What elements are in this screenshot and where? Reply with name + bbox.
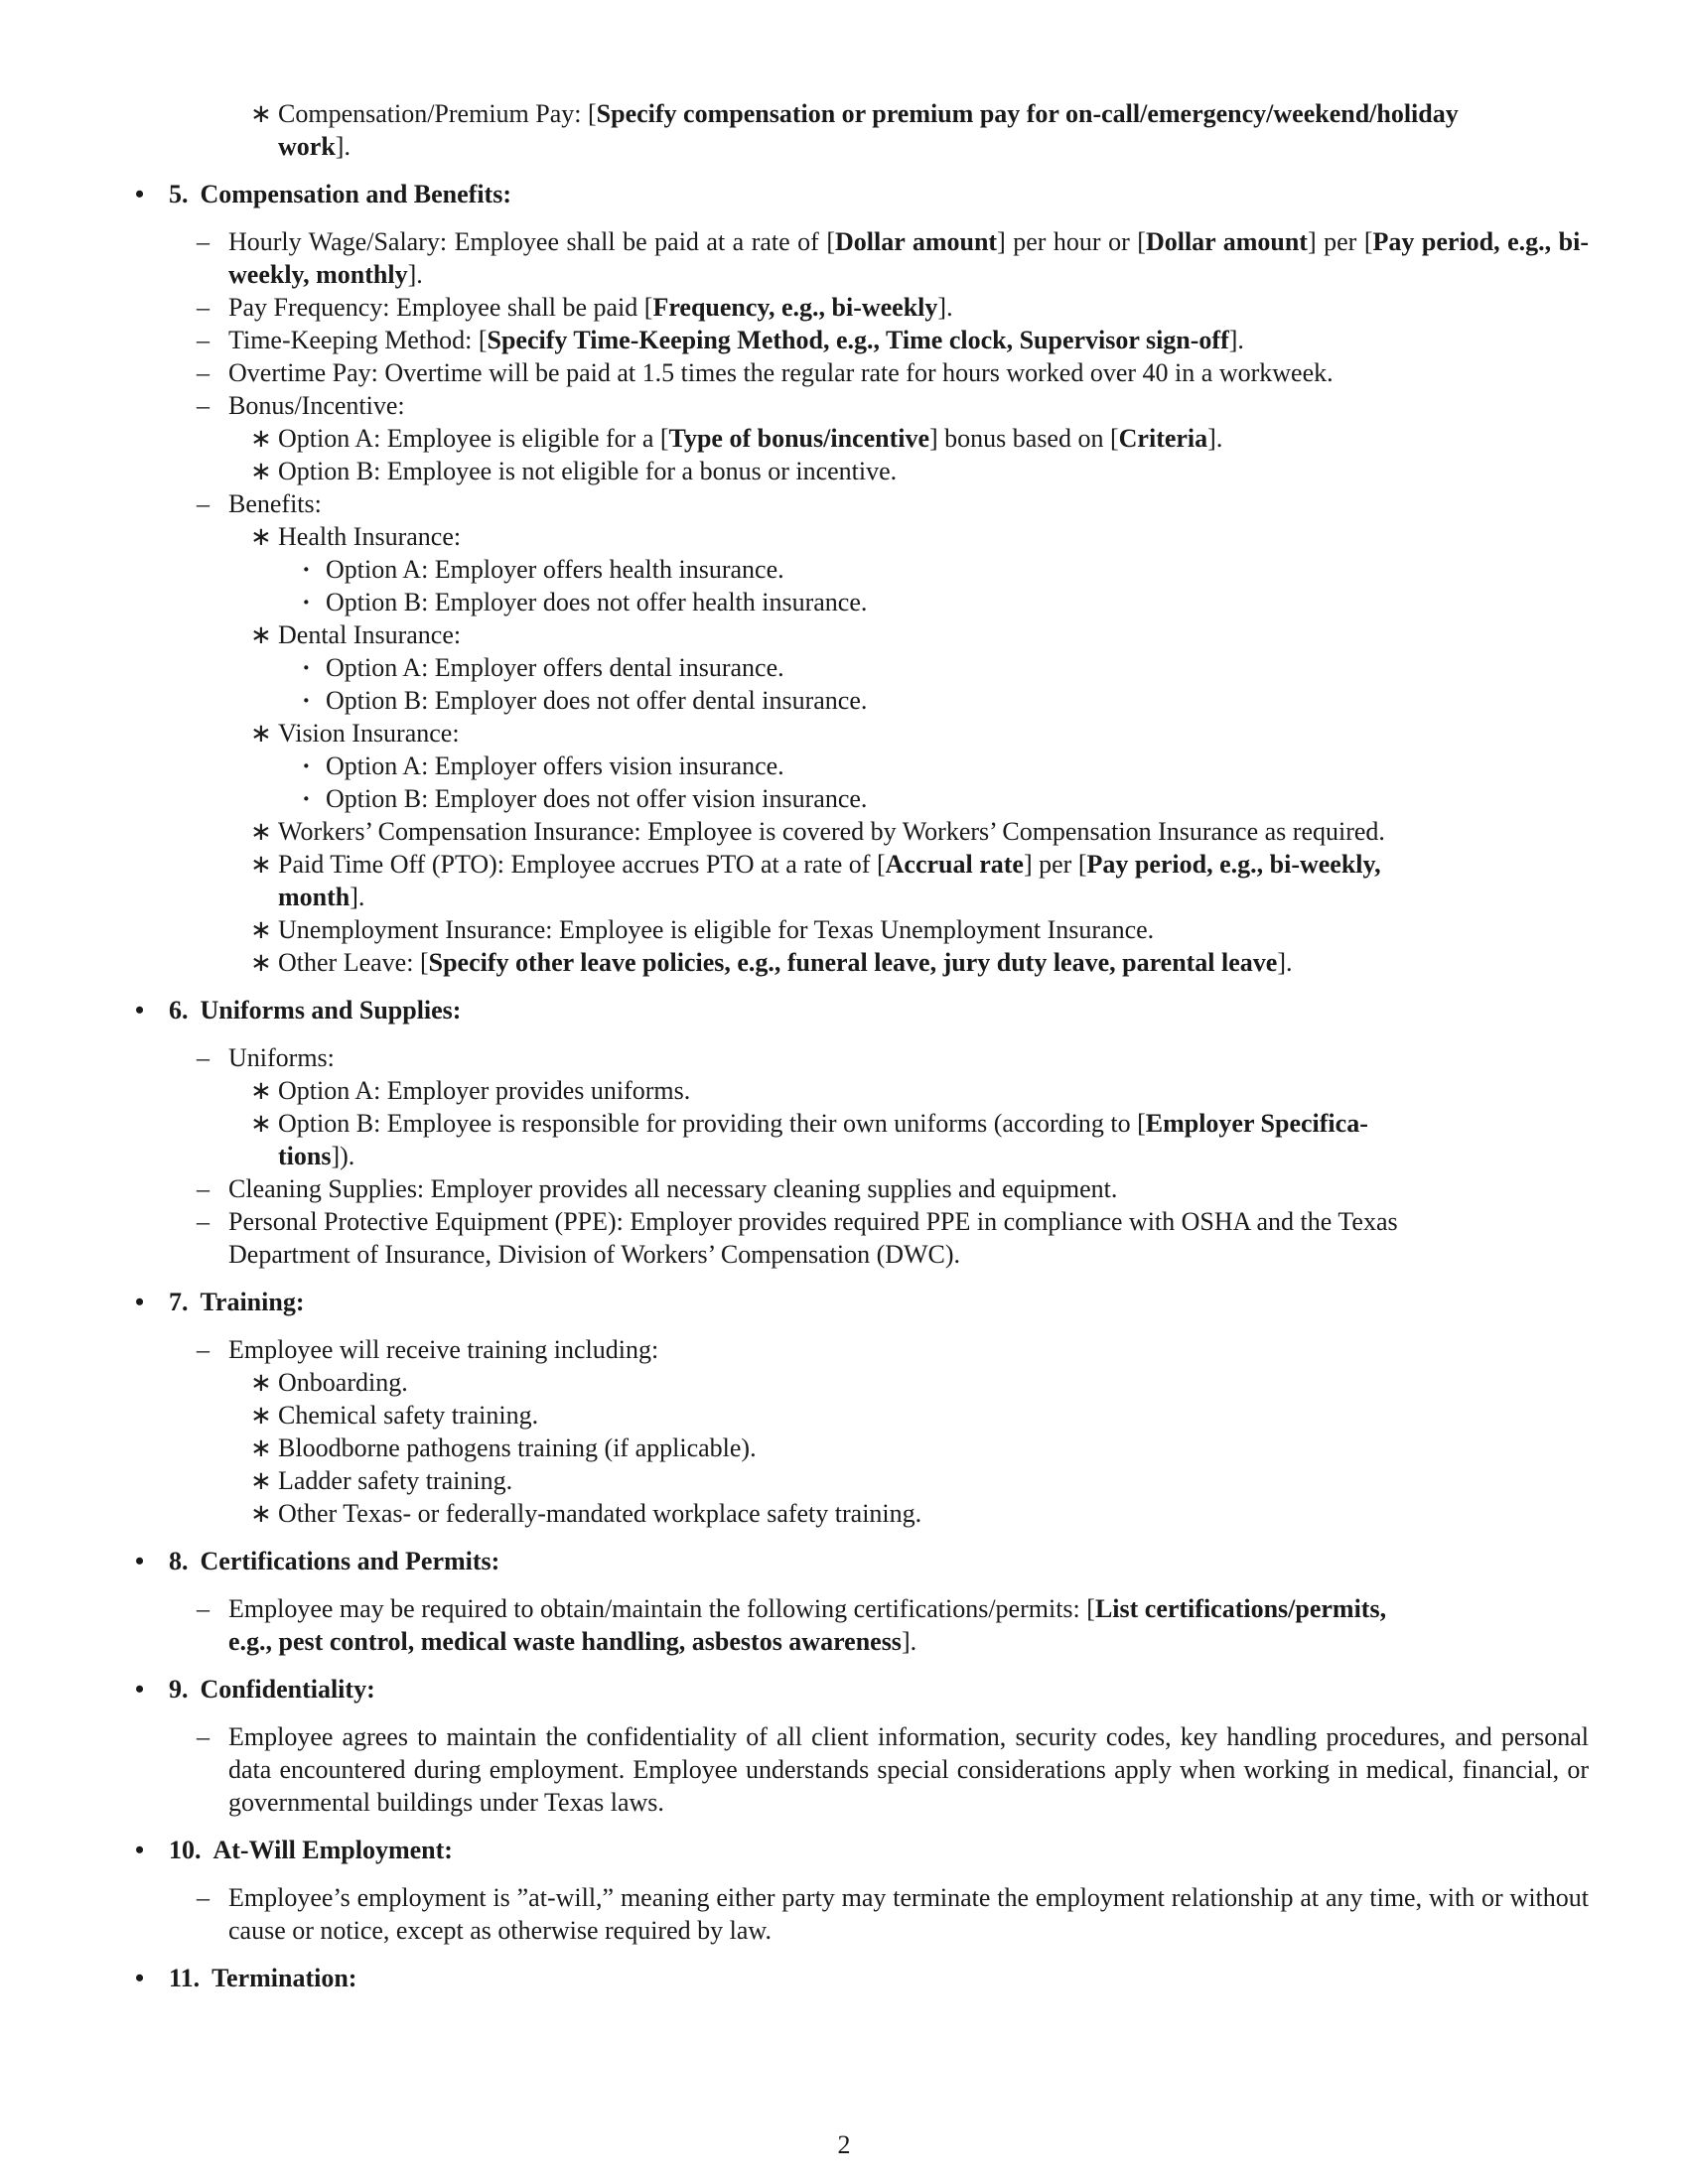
list-item-bonus: – Bonus/Incentive: xyxy=(197,391,405,420)
list-item-workers-comp: ∗ Workers’ Compensation Insurance: Employee is covered by Workers’ Compensation Insurance as required. xyxy=(250,817,1385,846)
section-7-body xyxy=(131,1333,1589,1530)
list-item-uniforms: – Uniforms: xyxy=(197,1043,335,1072)
section-heading-11: • 11. Termination: xyxy=(135,1964,357,1992)
document-body xyxy=(131,97,1589,2009)
section-10-body xyxy=(131,1881,1589,1947)
section-heading-5: • 5. Compensation and Benefits: xyxy=(135,180,511,208)
list-item-vision-b: · Option B: Employer does not offer vision insurance. xyxy=(302,784,868,813)
list-item-uniforms-a: ∗ Option A: Employer provides uniforms. xyxy=(250,1076,691,1105)
section-6-body xyxy=(131,1041,1589,1271)
list-item-other-leave: ∗ Other Leave: [Specify other leave policies, e.g., funeral leave, jury duty leave, parental leave]. xyxy=(250,948,1293,977)
section-8-body xyxy=(131,1592,1589,1658)
list-item-dental-b: · Option B: Employer does not offer dental insurance. xyxy=(302,686,868,715)
section-heading-10: • 10. At-Will Employment: xyxy=(135,1836,453,1864)
list-item-confidentiality: – Employee agrees to maintain the confidentiality of all client information, security codes, key handling procedures, and personal data encountered during employment. Employee understands special considerations apply when working in medical, financial, or governmental buildings under Texas laws. xyxy=(197,1722,1589,1817)
list-item-wage: – Hourly Wage/Salary: Employee shall be paid at a rate of [Dollar amount] per hour or [Dollar amount] per [Pay period, e.g., bi-weekly, monthly]. xyxy=(197,227,1590,289)
list-item-health-b: · Option B: Employer does not offer health insurance. xyxy=(302,588,868,616)
list-item-vision: ∗ Vision Insurance: xyxy=(250,719,460,748)
list-item-certifications: – Employee may be required to obtain/maintain the following certifications/permits: [List certifications/permits, e.g., pest control, medical waste handling, asbestos awareness]. xyxy=(197,1594,1387,1656)
list-item-unemployment: ∗ Unemployment Insurance: Employee is eligible for Texas Unemployment Insurance. xyxy=(250,915,1155,944)
section-heading-9: • 9. Confidentiality: xyxy=(135,1675,375,1704)
list-item-timekeeping: – Time-Keeping Method: [Specify Time-Keeping Method, e.g., Time clock, Supervisor sign-off]. xyxy=(197,326,1244,354)
list-item-dental-a: · Option A: Employer offers dental insurance. xyxy=(302,653,784,682)
section-heading-7: • 7. Training: xyxy=(135,1288,305,1316)
list-item-ppe: – Personal Protective Equipment (PPE): Employer provides required PPE in compliance with OSHA and the Texas Department of Insurance, Division of Workers’ Compensation (DWC). xyxy=(197,1207,1398,1269)
section-heading-8: • 8. Certifications and Permits: xyxy=(135,1547,500,1575)
list-item-premium-pay: ∗ Compensation/Premium Pay: [Specify compensation or premium pay for on-call/emergency/weekend/holiday work]. xyxy=(250,99,1459,161)
section-9-body xyxy=(131,1720,1589,1819)
list-item: ∗ Ladder safety training. xyxy=(250,1466,513,1495)
list-item-bonus-option-a: ∗ Option A: Employee is eligible for a [Type of bonus/incentive] bonus based on [Criteria]. xyxy=(250,424,1223,453)
section-heading-6: • 6. Uniforms and Supplies: xyxy=(135,996,462,1024)
list-item-uniforms-b: ∗ Option B: Employee is responsible for providing their own uniforms (according to [Employer Specifica- tions]). xyxy=(250,1109,1368,1170)
list-item-training-intro: – Employee will receive training including: xyxy=(197,1335,659,1364)
list-item-cleaning: – Cleaning Supplies: Employer provides all necessary cleaning supplies and equipment. xyxy=(197,1174,1118,1203)
list-item-pto: ∗ Paid Time Off (PTO): Employee accrues PTO at a rate of [Accrual rate] per [Pay period, e.g., bi-weekly, month]. xyxy=(250,850,1381,911)
list-item-dental: ∗ Dental Insurance: xyxy=(250,620,462,649)
list-item: ∗ Other Texas- or federally-mandated workplace safety training. xyxy=(250,1499,922,1528)
list-item-health: ∗ Health Insurance: xyxy=(250,522,462,551)
section-5-body xyxy=(131,225,1589,979)
list-item: ∗ Chemical safety training. xyxy=(250,1401,539,1430)
list-item: ∗ Onboarding. xyxy=(250,1368,408,1397)
list-item-benefits: – Benefits: xyxy=(197,489,322,518)
list-item-bonus-option-b: ∗ Option B: Employee is not eligible for a bonus or incentive. xyxy=(250,457,898,485)
page-number: 2 xyxy=(837,2130,851,2159)
list-item-health-a: · Option A: Employer offers health insurance. xyxy=(302,555,784,584)
list-item-vision-a: · Option A: Employer offers vision insurance. xyxy=(302,751,784,780)
list-item-at-will: – Employee’s employment is ”at-will,” meaning either party may terminate the employment relationship at any time, with or without cause or notice, except as otherwise required by law. xyxy=(197,1883,1589,1945)
list-item-pay-frequency: – Pay Frequency: Employee shall be paid [Frequency, e.g., bi-weekly]. xyxy=(197,293,953,322)
list-item: ∗ Bloodborne pathogens training (if applicable). xyxy=(250,1433,757,1462)
list-item-overtime: – Overtime Pay: Overtime will be paid at 1.5 times the regular rate for hours worked over 40 in a workweek. xyxy=(197,358,1334,387)
